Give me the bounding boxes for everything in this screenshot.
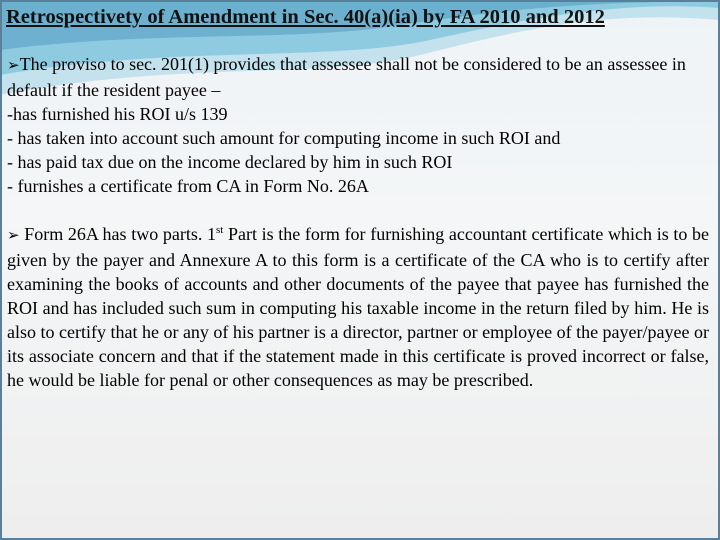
arrow-bullet-icon: ➢ — [7, 228, 20, 244]
bullet-1-text: The proviso to sec. 201(1) provides that assessee shall not be considered to be an assessee in default if the resident payee – — [7, 54, 686, 100]
slide-body — [7, 52, 709, 392]
list-item: - has paid tax due on the income declared by him in such ROI — [7, 152, 453, 172]
list-item: -has furnished his ROI u/s 139 — [7, 104, 228, 124]
list-item: - has taken into account such amount for computing income in such ROI and — [7, 128, 561, 148]
slide-title: Retrospectivety of Amendment in Sec. 40(a)(ia) by FA 2010 and 2012 — [6, 6, 605, 28]
bullet-2-text-b: Part is the form for furnishing accountant certificate which is to be given by the payer and Annexure A to this form is a certificate of the CA who is to certify after examining the books of accounts and other documents of the payee that payee has furnished the ROI and has included such sum in computing his taxable income in the return filed by him. He is also to certify that he or any of his partner is a director, partner or employee of the payer/payee or its associate concern and that if the statement made in this certificate is proved incorrect or false, he would be liable for penal or other consequences as may be prescribed. — [7, 224, 709, 390]
bullet-2 — [7, 222, 709, 392]
list-item: - furnishes a certificate from CA in Form No. 26A — [7, 176, 369, 196]
bullet-1 — [7, 52, 709, 102]
superscript: st — [215, 224, 224, 236]
bullet-2-text-a: Form 26A has two parts. 1 — [19, 224, 216, 244]
arrow-bullet-icon: ➢ — [7, 58, 20, 74]
